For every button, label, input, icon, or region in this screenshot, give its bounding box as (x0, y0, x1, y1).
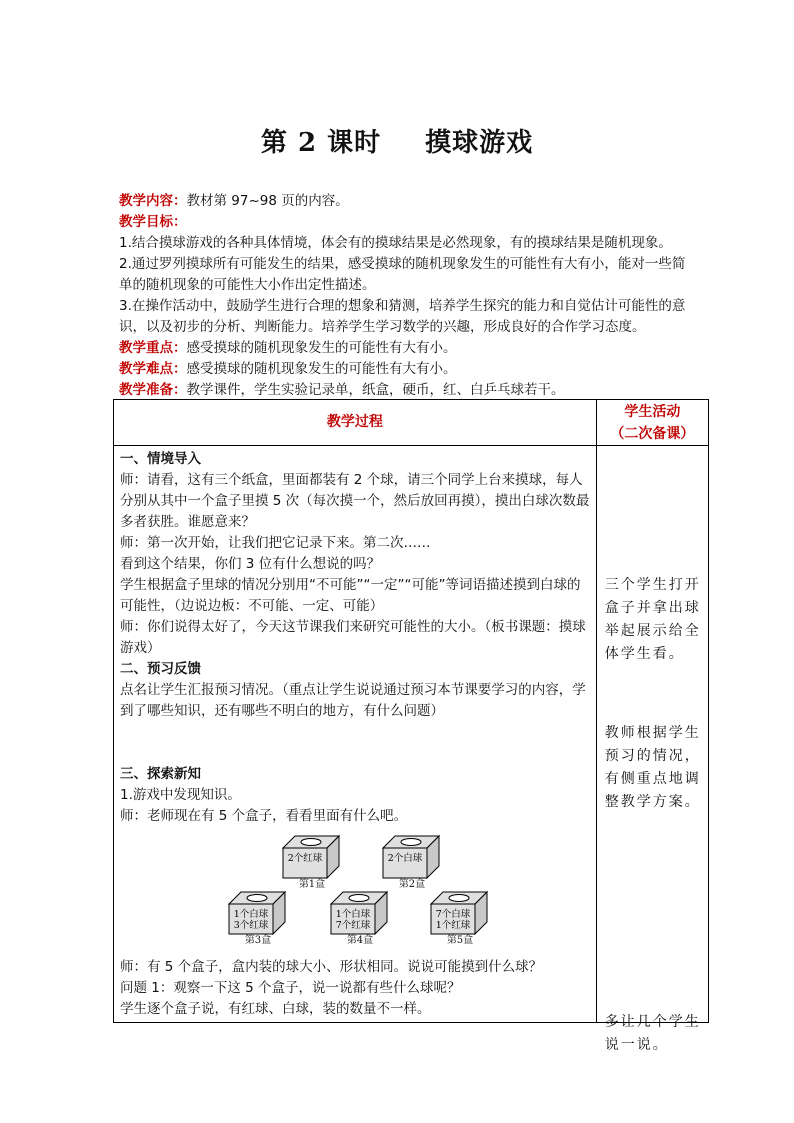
teaching-content: 教学内容：教材第 97~98 页的内容。 (119, 193, 349, 209)
goal-1: 1.结合摸球游戏的各种具体情境，体会有的摸球结果是必然现象，有的摸球结果是随机现象。 (119, 235, 672, 251)
box-caption: 第3盒 (244, 935, 272, 946)
section-heading: 三、探索新知 (120, 766, 201, 782)
paragraph: 师：第一次开始，让我们把它记录下来。第二次…… (120, 535, 431, 551)
paragraph: 点名让学生汇报预习情况。（重点让学生说说通过预习本节课要学习的内容，学到了哪些知识，还有哪些不明白的地方，有什么问题） (120, 682, 586, 719)
teaching-process-cell (114, 446, 597, 1023)
teaching-difficulty: 教学难点：感受摸球的随机现象发生的可能性有大有小。 (119, 361, 457, 377)
box-1: 2个红球 第1盒 (282, 835, 342, 895)
header-student-activity: 学生活动 （二次备课） (596, 400, 708, 446)
teaching-preparation: 教学准备：教学课件，学生实验记录单，纸盒，硬币，红、白乒乓球若干。 (119, 382, 565, 398)
teaching-key-point: 教学重点：感受摸球的随机现象发生的可能性有大有小。 (119, 340, 457, 356)
goal-3: 3.在操作活动中，鼓励学生进行合理的想象和猜测，培养学生探究的能力和自觉估计可能性的意识，以及初步的分析、判断能力。培养学生学习数学的兴趣，形成良好的合作学习态度。 (119, 298, 686, 335)
box-3: 1个白球 3个红球 第3盒 (228, 891, 288, 951)
paragraph: 师：你们说得太好了，今天这节课我们来研究可能性的大小。（板书课题：摸球游戏） (120, 619, 586, 656)
lesson-process-table (113, 399, 709, 1053)
box-caption: 第1盒 (298, 879, 326, 890)
section-heading: 二、预习反馈 (120, 661, 201, 677)
paragraph: 1.游戏中发现知识。 (120, 787, 241, 803)
page-title (0, 122, 794, 159)
table-body-row (114, 446, 709, 1023)
box-caption: 第5盒 (446, 935, 474, 946)
activity-note-1: 三个学生打开盒子并拿出球举起展示给全体学生看。 (604, 577, 701, 662)
box-caption: 第4盒 (346, 935, 374, 946)
box-2: 2个白球 第2盒 (382, 835, 442, 895)
teaching-goals-heading: 教学目标： (119, 214, 187, 230)
spacer (120, 722, 590, 764)
lesson-intro (119, 191, 689, 401)
lesson-number: 第 2 课时 (260, 128, 382, 158)
paragraph: 学生逐个盒子说，有红球、白球，装的数量不一样。 (120, 1001, 431, 1017)
paragraph: 师：老师现在有 5 个盒子，看看里面有什么吧。 (120, 808, 408, 824)
student-activity-cell (596, 446, 708, 1053)
activity-note-3: 多让几个学生说一说。 (604, 1014, 701, 1053)
paragraph: 师：有 5 个盒子，盒内装的球大小、形状相同。说说可能摸到什么球？ (120, 959, 543, 975)
paragraph: 看到这个结果，你们 3 位有什么想说的吗？ (120, 556, 381, 572)
goal-2: 2.通过罗列摸球所有可能发生的结果，感受摸球的随机现象发生的可能性有大有小，能对一些简单的随机现象的可能性大小作出定性描述。 (119, 256, 686, 293)
box-5: 7个白球 1个红球 第5盒 (430, 891, 490, 951)
activity-note-2: 教师根据学生预习的情况，有侧重点地调整教学方案。 (604, 725, 701, 810)
paragraph: 问题 1：观察一下这 5 个盒子，说一说都有些什么球呢？ (120, 980, 461, 996)
box-caption: 第2盒 (398, 879, 426, 890)
box-4: 1个白球 7个红球 第4盒 (330, 891, 390, 951)
lesson-topic: 摸球游戏 (425, 128, 534, 158)
paragraph: 师：请看，这有三个纸盒，里面都装有 2 个球，请三个同学上台来摸球，每人分别从其中一个盒子里摸 5 次（每次摸一个，然后放回再摸），摸出白球次数最多者获胜。谁愿意来？ (120, 472, 590, 530)
table-header-row (114, 400, 709, 446)
header-teaching-process: 教学过程 (114, 400, 597, 446)
ball-boxes-illustration (120, 835, 590, 951)
section-heading: 一、情境导入 (120, 451, 201, 467)
paragraph: 学生根据盒子里球的情况分别用“不可能”“一定”“可能”等词语描述摸到白球的可能性，（边说边板：不可能、一定、可能） (120, 577, 581, 614)
